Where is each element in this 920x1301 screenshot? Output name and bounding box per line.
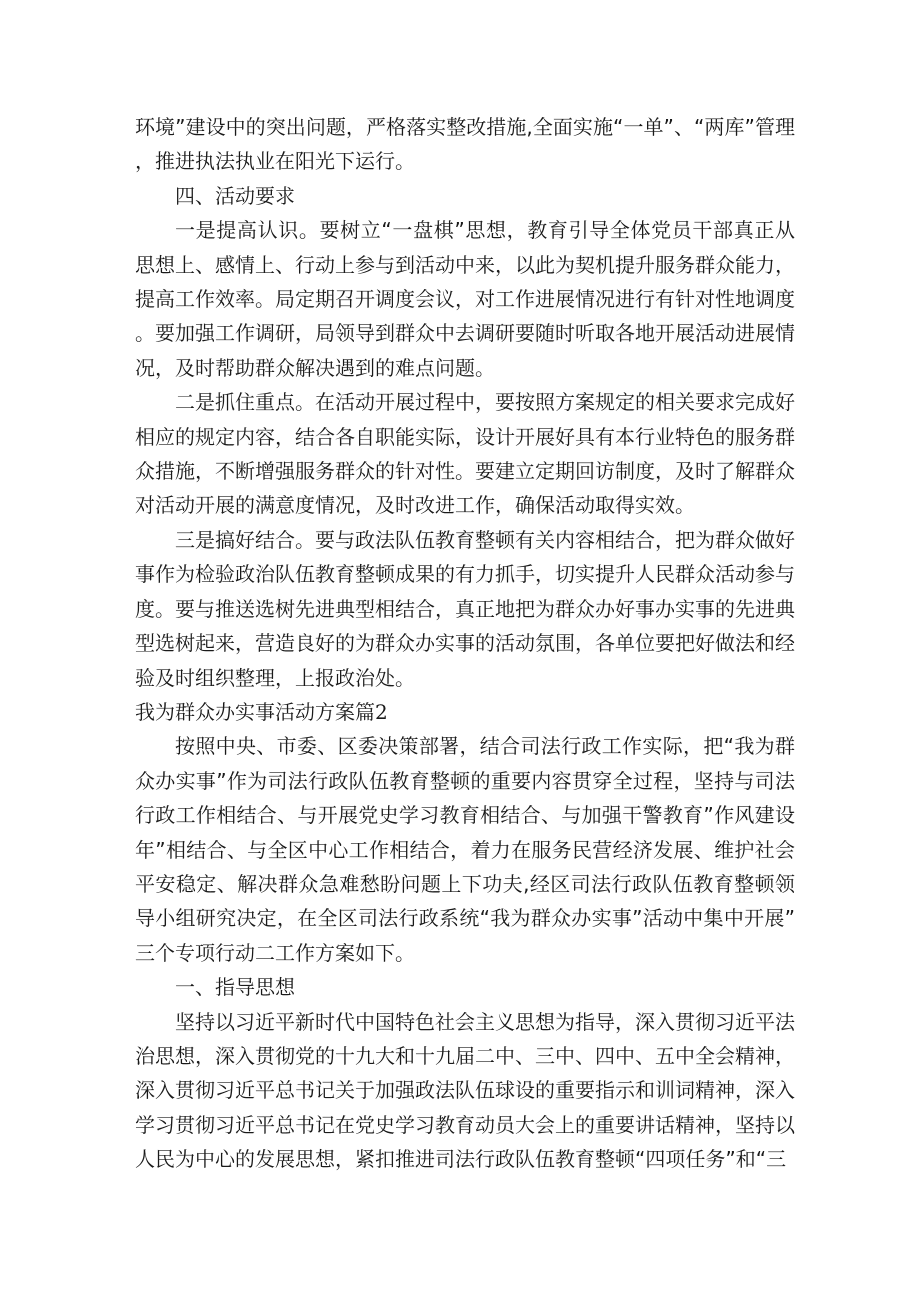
document-body — [135, 110, 795, 1177]
document-section-title: 我为群众办实事活动方案篇2 — [135, 699, 388, 724]
section-heading-guiding-ideology: 一、指导思想 — [175, 975, 295, 1000]
paragraph-combine-well: 三是搞好结合。要与政法队伍教育整顿有关内容相结合，把为群众做好事作为检验政治队伍教育整顿成果的有力抓手，切实提升人民群众活动参与度。要与推送选树先进典型相结合，真正地把为群众办好事办实事的先进典型选树起来，营造良好的为群众办实事的活动氛围，各单位要把好做法和经验及时组织整理，上报政治处。 — [135, 527, 795, 690]
paragraph-continuation: 环境”建设中的突出问题，严格落实整改措施,全面实施“一单”、“两库”管理，推进执法执业在阳光下运行。 — [135, 115, 795, 174]
section-heading-requirements: 四、活动要求 — [175, 183, 295, 208]
paragraph-guiding-ideology: 坚持以习近平新时代中国特色社会主义思想为指导，深入贯彻习近平法治思想，深入贯彻党的十九大和十九届二中、三中、四中、五中全会精神，深入贯彻习近平总书记关于加强政法队伍球设的重要指示和训词精神，深入学习贯彻习近平总书记在党史学习教育动员大会上的重要讲话精神，坚持以人民为中心的发展思想，紧扣推进司法行政队伍教育整顿“四项任务”和“三 — [135, 1009, 795, 1172]
paragraph-grasp-key-points: 二是抓住重点。在活动开展过程中，要按照方案规定的相关要求完成好相应的规定内容，结合各自职能实际，设计开展好具有本行业特色的服务群众措施，不断增强服务群众的针对性。要建立定期回访制度，及时了解群众对活动开展的满意度情况，及时改进工作，确保活动取得实效。 — [135, 390, 795, 518]
paragraph-raise-awareness: 一是提高认识。要树立“一盘棋”思想，教育引导全体党员干部真正从思想上、感情上、行动上参与到活动中来，以此为契机提升服务群众能力，提高工作效率。局定期召开调度会议，对工作进展情况进行有针对性地调度。要加强工作调研，局领导到群众中去调研要随时听取各地开展活动进展情况，及时帮助群众解决遇到的难点问题。 — [135, 218, 795, 380]
paragraph-introduction: 按照中央、市委、区委决策部署，结合司法行政工作实际，把“我为群众办实事”作为司法行政队伍教育整顿的重要内容贯穿全过程，坚持与司法行政工作相结合、与开展党史学习教育相结合、与加强干警教育”作风建设年”相结合、与全区中心工作相结合，着力在服务民营经济发展、维护社会平安稳定、解决群众急难愁盼问题上下功夫,经区司法行政队伍教育整顿领导小组研究决定，在全区司法行政系统“我为群众办实事”活动中集中开展”三个专项行动二工作方案如下。 — [135, 734, 795, 965]
